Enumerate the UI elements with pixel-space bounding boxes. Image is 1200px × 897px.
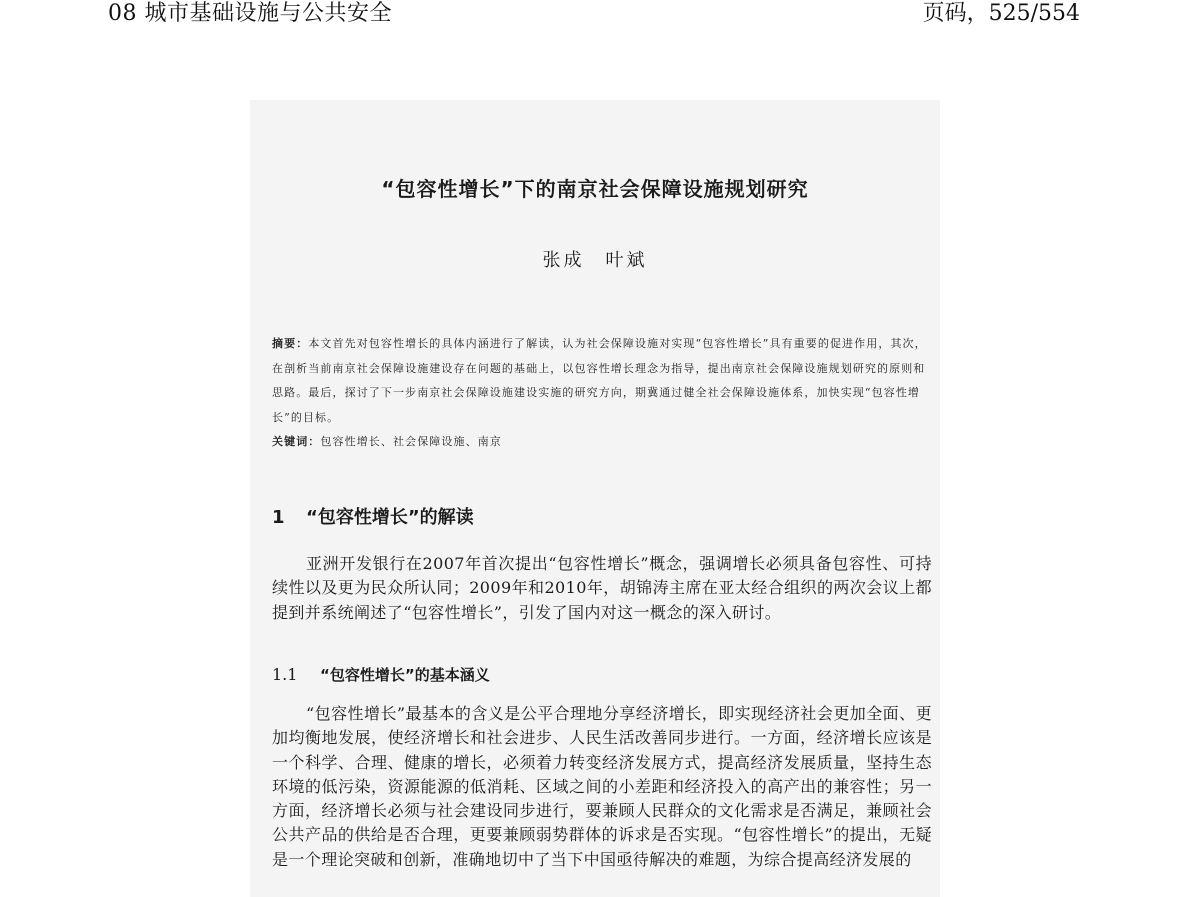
chapter-title: 08 城市基础设施与公共安全	[108, 1, 392, 26]
keywords-label: 关键词：	[272, 435, 321, 448]
scanned-page	[250, 100, 940, 897]
abstract-text: 本文首先对包容性增长的具体内涵进行了解读，认为社会保障设施对实现“包容性增长”具有重要的促进作用，其次，在剖析当前南京社会保障设施建设存在问题的基础上，以包容性增长理念为指导，提出南京社会保障设施规划研究的原则和思路。最后，探讨了下一步南京社会保障设施建设实施的研究方向，期冀通过健全社会保障设施体系，加快实现“包容性增长”的目标。	[272, 337, 927, 424]
page-indicator: 页码，525/554	[922, 1, 1080, 26]
section-1-1-title: “包容性增长”的基本涵义	[320, 666, 490, 684]
paper-title: “包容性增长”下的南京社会保障设施规划研究	[381, 177, 809, 201]
section-1-1-heading	[272, 664, 490, 685]
section-1-number: 1	[272, 507, 285, 528]
running-header	[0, 0, 1200, 32]
section-1-heading	[272, 503, 474, 529]
section-1-paragraph: 亚洲开发银行在2007年首次提出“包容性增长”概念，强调增长必须具备包容性、可持续性以及更为民众所认同；2009年和2010年，胡锦涛主席在亚太经合组织的两次会议上都提到并系统阐述了“包容性增长”，引发了国内对这一概念的深入研讨。	[272, 554, 932, 622]
paper-authors: 张成 叶斌	[542, 250, 648, 271]
keywords-text: 包容性增长、社会保障设施、南京	[320, 435, 502, 448]
keywords	[272, 430, 932, 454]
section-1-1-paragraph: “包容性增长”最基本的含义是公平合理地分享经济增长，即实现经济社会更加全面、更加均衡地发展，使经济增长和社会进步、人民生活改善同步进行。一方面，经济增长应该是一个科学、合理、健康的增长，必须着力转变经济发展方式，提高经济发展质量，坚持生态环境的低污染，资源能源的低消耗、区域之间的小差距和经济投入的高产出的兼容性；另一方面，经济增长必须与社会建设同步进行，要兼顾人民群众的文化需求是否满足，兼顾社会公共产品的供给是否合理，更要兼顾弱势群体的诉求是否实现。“包容性增长”的提出，无疑是一个理论突破和创新，准确地切中了当下中国亟待解决的难题，为综合提高经济发展的	[272, 704, 932, 869]
section-1-title: “包容性增长”的解读	[306, 507, 474, 528]
abstract	[272, 332, 932, 430]
section-1-1-number: 1.1	[272, 665, 298, 684]
abstract-label: 摘要：	[272, 337, 309, 350]
